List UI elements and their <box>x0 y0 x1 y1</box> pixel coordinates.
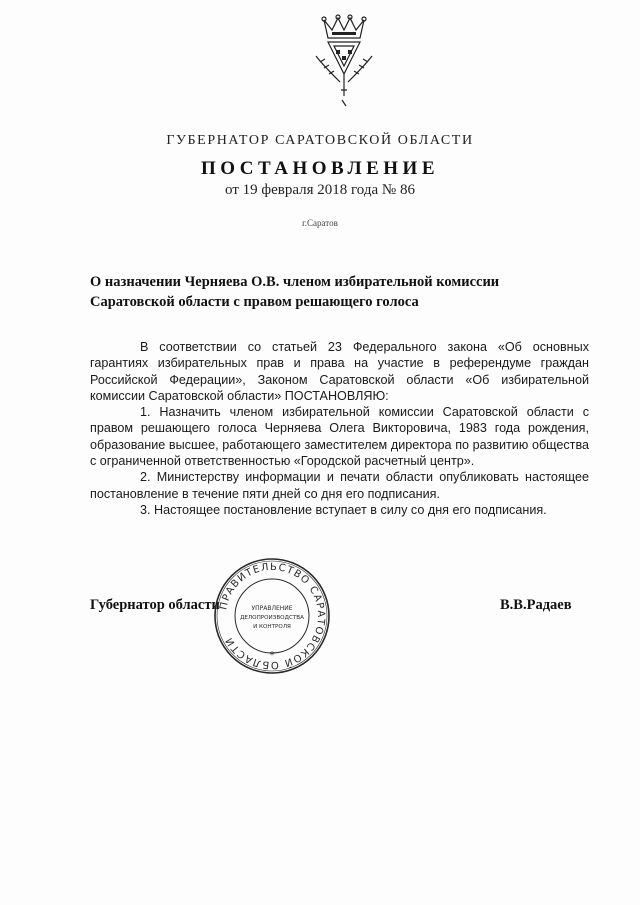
document-subject <box>90 272 560 312</box>
official-seal-icon <box>212 556 332 676</box>
document-city: г.Саратов <box>302 218 338 228</box>
subject-line-1: О назначении Черняева О.В. членом избирательной комиссии <box>90 274 500 290</box>
signatory-position: Губернатор области <box>90 597 220 613</box>
document-type: ПОСТАНОВЛЕНИЕ <box>200 158 440 179</box>
item-1-paragraph: 1. Назначить членом избирательной комиссии Саратовской области с правом решающего голоса Черняева Олега Викторовича, 1983 года рождения, образование высшее, работающего заместителем директора по развитию общества с ограниченной ответственностью «Городской расчетный центр». <box>90 405 589 469</box>
item-2-paragraph: 2. Министерству информации и печати области опубликовать настоящее постановление в течение пяти дней со дня его подписания. <box>90 470 589 501</box>
preamble-paragraph: В соответствии со статьей 23 Федерального закона «Об основных гарантиях избирательных прав и права на участие в референдуме граждан Российской Федерации», Законом Саратовской области «Об избирательной комиссии Саратовской области» ПОСТАНОВЛЯЮ: <box>90 340 589 403</box>
seal-inner-line-2: ДЕЛОПРОИЗВОДСТВА <box>240 615 304 621</box>
coat-of-arms-icon <box>296 12 392 116</box>
seal-outer-text: ПРАВИТЕЛЬСТВО САРАТОВСКОЙ ОБЛАСТИ <box>218 561 327 671</box>
item-3-paragraph: 3. Настоящее постановление вступает в силу со дня его подписания. <box>140 502 547 517</box>
svg-text:*: * <box>269 650 275 661</box>
seal-inner-line-1: УПРАВЛЕНИЕ <box>251 605 293 612</box>
issuing-authority: ГУБЕРНАТОР САРАТОВСКОЙ ОБЛАСТИ <box>166 133 474 148</box>
subject-line-2: Саратовской области с правом решающего голоса <box>90 294 419 310</box>
document-body <box>90 339 589 518</box>
document-date-number: от 19 февраля 2018 года № 86 <box>225 182 415 198</box>
signatory-name: В.В.Радаев <box>500 597 572 613</box>
seal-inner-line-3: И КОНТРОЛЯ <box>253 624 291 630</box>
